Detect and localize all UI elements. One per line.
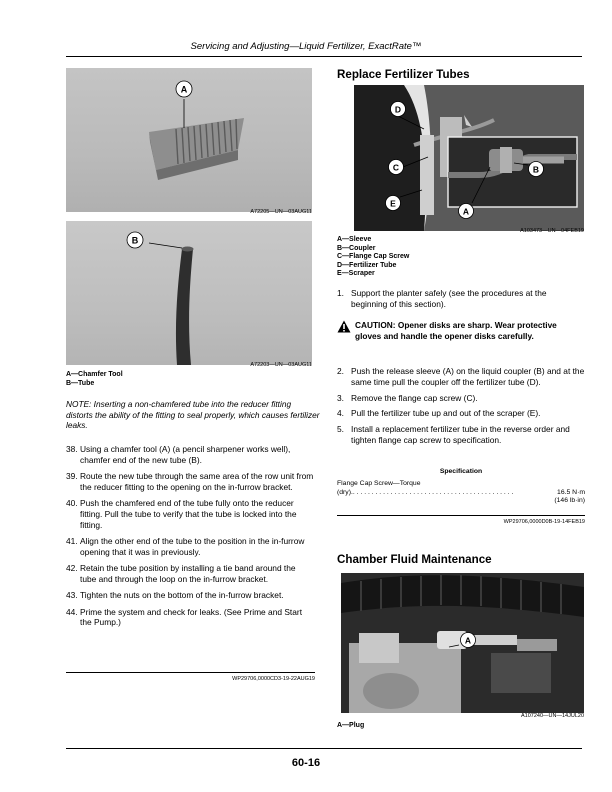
tube-illustration bbox=[66, 221, 312, 365]
spec-value-imperial: (146 lb·in) bbox=[554, 497, 585, 505]
figure1-id: A72205—UN—03AUG11 bbox=[250, 209, 312, 215]
step-text: Using a chamfer tool (A) (a pencil sharpener works well), chamfer end of the new tube (B). bbox=[80, 444, 291, 465]
spec-rule bbox=[337, 515, 585, 516]
left-ref-rule bbox=[66, 672, 315, 673]
chamber-fluid-photo bbox=[341, 573, 584, 713]
step-text: Install a replacement fertilizer tube in the reverse order and tighten flange cap screw to specification. bbox=[351, 424, 570, 445]
right-steps-list-b bbox=[337, 366, 585, 446]
fig3-callout-a: A bbox=[462, 206, 470, 217]
step-item bbox=[337, 408, 585, 419]
step-number: 42. bbox=[66, 563, 78, 574]
page-header: Servicing and Adjusting—Liquid Fertilizer, ExactRate™ bbox=[190, 41, 422, 52]
right-reference-code: WP29706,0000D0B-19-14FEB19 bbox=[503, 519, 585, 525]
spec-item: Flange Cap Screw—Torque bbox=[337, 480, 421, 487]
step-number: 5. bbox=[337, 424, 344, 435]
right-steps-list-a bbox=[337, 288, 585, 310]
step-number: 3. bbox=[337, 392, 344, 403]
step-item bbox=[66, 607, 314, 629]
step-item bbox=[337, 366, 585, 388]
step-text: Push the chamfered end of the tube fully onto the reducer fitting. Pull the tube to verify that the tube is locked into the fitting. bbox=[80, 498, 297, 530]
figure4-id: A107240—UN—14JUL20 bbox=[521, 713, 584, 719]
step-text: Tighten the nuts on the bottom of the in-furrow bracket. bbox=[80, 590, 284, 601]
step-item bbox=[66, 471, 314, 493]
fertilizer-tube-illustration bbox=[354, 85, 584, 231]
fig3-callout-b: B bbox=[532, 164, 540, 175]
chamber-figure-legend bbox=[337, 722, 364, 731]
fig3-callout-c: C bbox=[392, 162, 400, 173]
step-number: 4. bbox=[337, 408, 344, 419]
header-rule bbox=[66, 56, 582, 57]
step-text: Align the other end of the tube to the position in the in-furrow opening that it was in previously. bbox=[80, 536, 305, 557]
footer-rule bbox=[66, 748, 582, 749]
fig3-callout-d: D bbox=[394, 104, 402, 115]
spec-title: Specification bbox=[439, 468, 483, 475]
fig4-callout-a: A bbox=[464, 635, 472, 646]
step-item bbox=[66, 563, 314, 585]
step-number: 2. bbox=[337, 366, 344, 376]
legend-item: A—Plug bbox=[337, 722, 365, 729]
left-figure-legend bbox=[66, 371, 123, 388]
spec-value: 16.5 N·m bbox=[557, 488, 585, 496]
step-item bbox=[66, 590, 314, 601]
spec-label: (dry). bbox=[337, 488, 353, 496]
figure3-id: A103473—UN—04FEB19 bbox=[520, 228, 584, 234]
right-figure-legend bbox=[337, 236, 409, 279]
fig3-callout-e: E bbox=[390, 198, 396, 209]
chamfer-tool-photo bbox=[66, 68, 312, 212]
note-text: NOTE: Inserting a non-chamfered tube into the reducer fitting distorts the ability of the fitting to seal properly, which causes fertilizer leaks. bbox=[66, 399, 320, 431]
step-number: 44. bbox=[66, 606, 78, 617]
step-number: 38. bbox=[66, 444, 78, 454]
step-number: 39. bbox=[66, 471, 78, 482]
left-reference-code: WP29706,0000CD3-19-22AUG19 bbox=[232, 676, 315, 682]
legend-item: E—Scraper bbox=[337, 270, 375, 277]
step-text: Push the release sleeve (A) on the liquid coupler (B) and at the same time pull the coupler off the fertilizer tube (D). bbox=[351, 366, 585, 387]
page-number: 60-16 bbox=[291, 757, 321, 769]
step-number: 41. bbox=[66, 536, 78, 547]
step-item bbox=[66, 536, 314, 558]
caution-warning-icon bbox=[337, 320, 351, 333]
legend-item: A—Sleeve bbox=[337, 236, 372, 243]
figure2-id: A72203—UN—03AUG11 bbox=[250, 362, 312, 368]
step-text: Route the new tube through the same area of the row unit from the reducer fitting to the opening on the in-furrow bracket. bbox=[80, 471, 314, 492]
legend-item: D—Fertilizer Tube bbox=[337, 261, 397, 269]
fertilizer-tube-photo bbox=[354, 85, 584, 231]
section-title-chamber-fluid: Chamber Fluid Maintenance bbox=[337, 553, 492, 566]
step-text: Prime the system and check for leaks. (See Prime and Start the Pump.) bbox=[80, 606, 303, 628]
legend-item: B—Tube bbox=[66, 379, 95, 387]
step-item bbox=[337, 424, 585, 446]
tube-photo bbox=[66, 221, 312, 365]
caution-text: CAUTION: Opener disks are sharp. Wear protective gloves and handle the opener disks carefully. bbox=[355, 320, 557, 341]
step-item bbox=[66, 498, 314, 530]
step-text: Retain the tube position by installing a tie band around the tube and through the loop on the in-furrow bracket. bbox=[80, 563, 296, 584]
spec-dots: . . . . . . . . . . . . . . . . . . . . . . . . . . . . . . . . . . . . . . . . . . . bbox=[352, 488, 514, 496]
step-number: 43. bbox=[66, 590, 78, 601]
step-item bbox=[337, 393, 585, 404]
section-title-replace-tubes: Replace Fertilizer Tubes bbox=[337, 68, 470, 81]
step-number: 1. bbox=[337, 288, 344, 298]
left-steps-list bbox=[66, 444, 314, 628]
spec-row bbox=[337, 489, 585, 498]
chamber-fluid-illustration bbox=[341, 573, 584, 713]
figure1-callout: A bbox=[180, 84, 188, 95]
figure2-callout: B bbox=[131, 235, 139, 246]
legend-item: C—Flange Cap Screw bbox=[337, 253, 410, 260]
step-item bbox=[66, 444, 314, 466]
spec-table bbox=[337, 480, 585, 506]
step-item bbox=[337, 288, 585, 310]
tube-note bbox=[66, 399, 320, 431]
step-text: Remove the flange cap screw (C). bbox=[351, 392, 478, 403]
step-text: Support the planter safely (see the procedures at the beginning of this section). bbox=[351, 288, 547, 309]
step-number: 40. bbox=[66, 498, 78, 509]
step-text: Pull the fertilizer tube up and out of the scraper (E). bbox=[351, 408, 541, 419]
legend-item: A—Chamfer Tool bbox=[66, 371, 123, 378]
legend-item: B—Coupler bbox=[337, 244, 376, 252]
chamfer-tool-illustration bbox=[66, 68, 312, 212]
